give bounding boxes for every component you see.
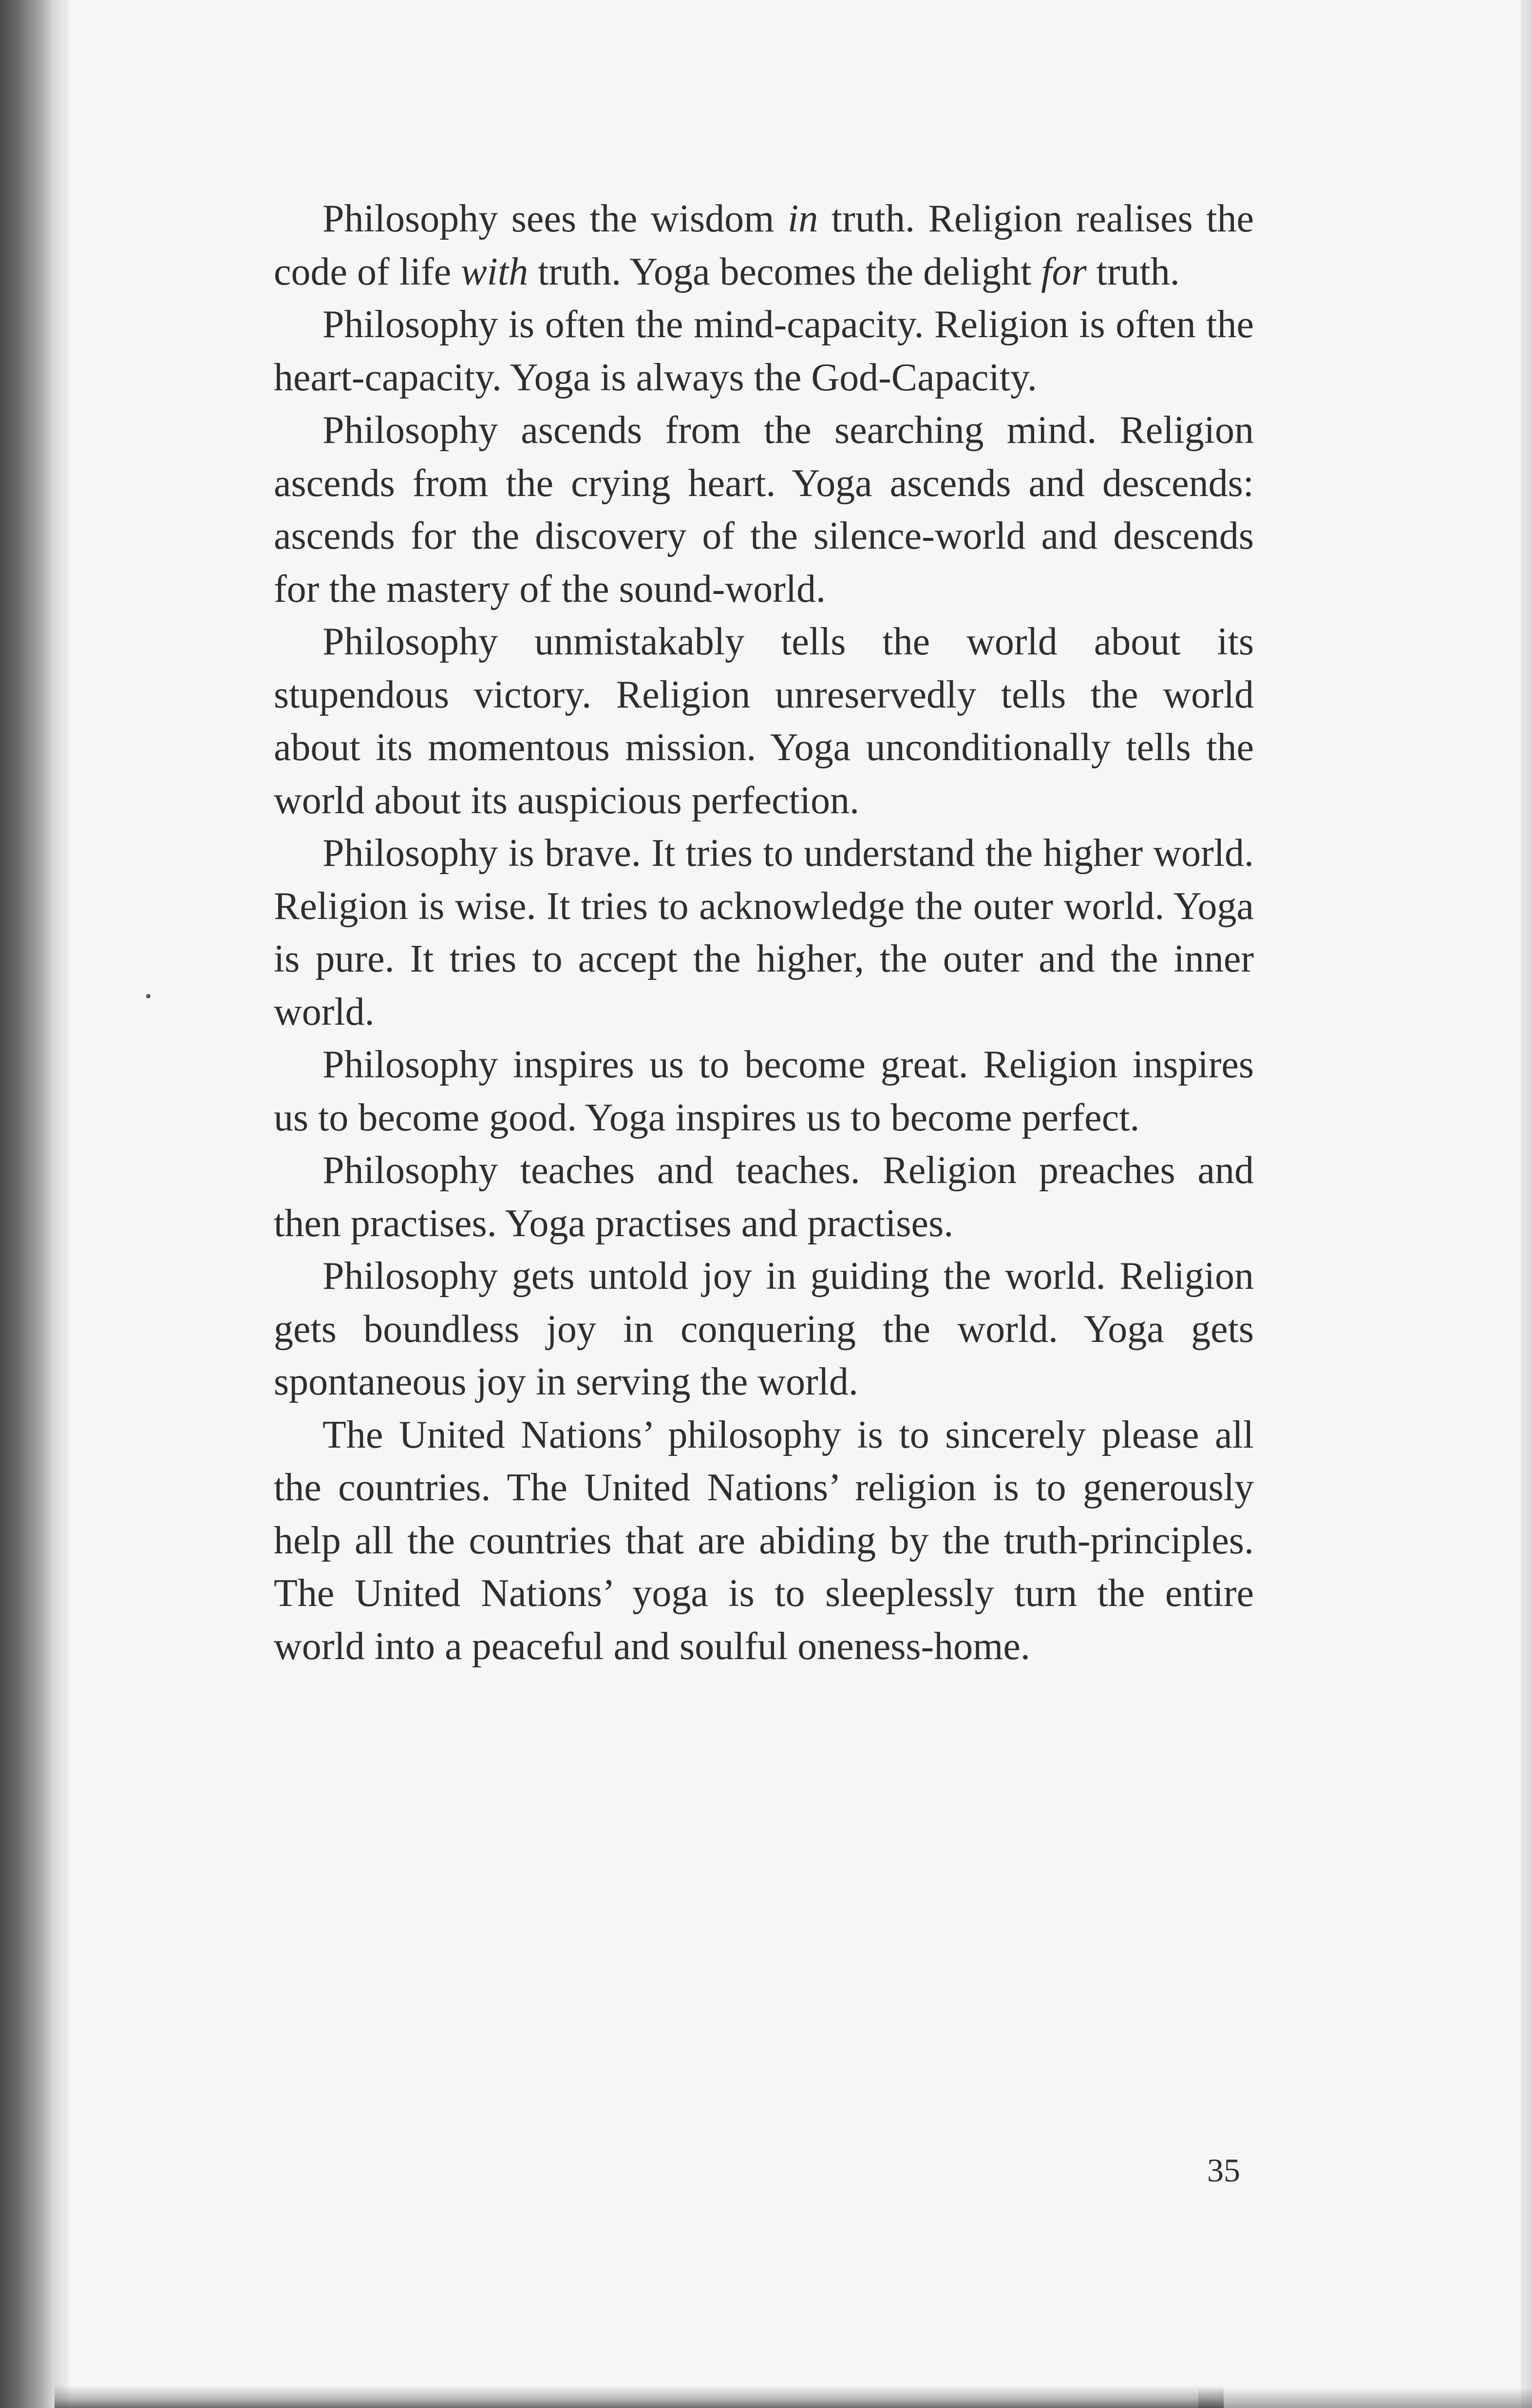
paragraph (274, 1409, 1254, 1673)
page-edge-left (55, 0, 69, 2408)
dust-speck (146, 994, 151, 998)
text-run: Philosophy teaches and teaches. Religion preaches and then practises. Yoga practises and practises. (274, 1149, 1254, 1245)
text-run: truth. Religion realises the code of life (274, 197, 1254, 293)
text-run: Philosophy ascends from the searching mind. Religion ascends from the crying heart. Yoga ascends and descends: ascends for the discovery of the silence-world and descends for the mastery of the sound-world. (274, 409, 1254, 611)
text-run: Philosophy sees the wisdom (322, 197, 788, 240)
italic-word: in (787, 197, 818, 240)
italic-word: for (1041, 250, 1087, 293)
paragraph (274, 404, 1254, 615)
paragraph (274, 1250, 1254, 1409)
binding-shadow (0, 0, 55, 2408)
text-run: truth. Yoga becomes the delight (528, 250, 1041, 293)
italic-word: with (461, 250, 529, 293)
text-run: truth. (1086, 250, 1180, 293)
text-run: Philosophy gets untold joy in guiding the world. Religion gets boundless joy in conquering the world. Yoga gets spontaneous joy in serving the world. (274, 1255, 1254, 1403)
text-run: The United Nations’ philosophy is to sincerely please all the countries. The United Nations’ religion is to generously help all the countries that are abiding by the truth-principles. The United Nations’ yoga is to sleeplessly turn the entire world into a peaceful and soulful oneness-home. (274, 1413, 1254, 1668)
paragraph (274, 1038, 1254, 1144)
paragraph (274, 827, 1254, 1038)
text-run: Philosophy inspires us to become great. Religion inspires us to become good. Yoga inspires us to become perfect. (274, 1043, 1254, 1139)
text-run: Philosophy unmistakably tells the world about its stupendous victory. Religion unreservedly tells the world about its momentous mission. Yoga unconditionally tells the world about its auspicious perfection. (274, 620, 1254, 822)
page-edge-right (1521, 0, 1532, 2408)
paragraph (274, 615, 1254, 827)
paragraph (274, 1144, 1254, 1250)
text-run: Philosophy is often the mind-capacity. Religion is often the heart-capacity. Yoga is always the God-Capacity. (274, 303, 1254, 399)
bottom-shadow-right (1198, 2388, 1532, 2408)
text-run: Philosophy is brave. It tries to understand the higher world. Religion is wise. It tries to acknowledge the outer world. Yoga is pure. It tries to accept the higher, the outer and the inner world. (274, 832, 1254, 1033)
body-text (274, 192, 1254, 1673)
page-number: 35 (1207, 2152, 1240, 2189)
paragraph (274, 192, 1254, 298)
bottom-shadow (55, 2385, 1224, 2408)
paragraph (274, 298, 1254, 404)
